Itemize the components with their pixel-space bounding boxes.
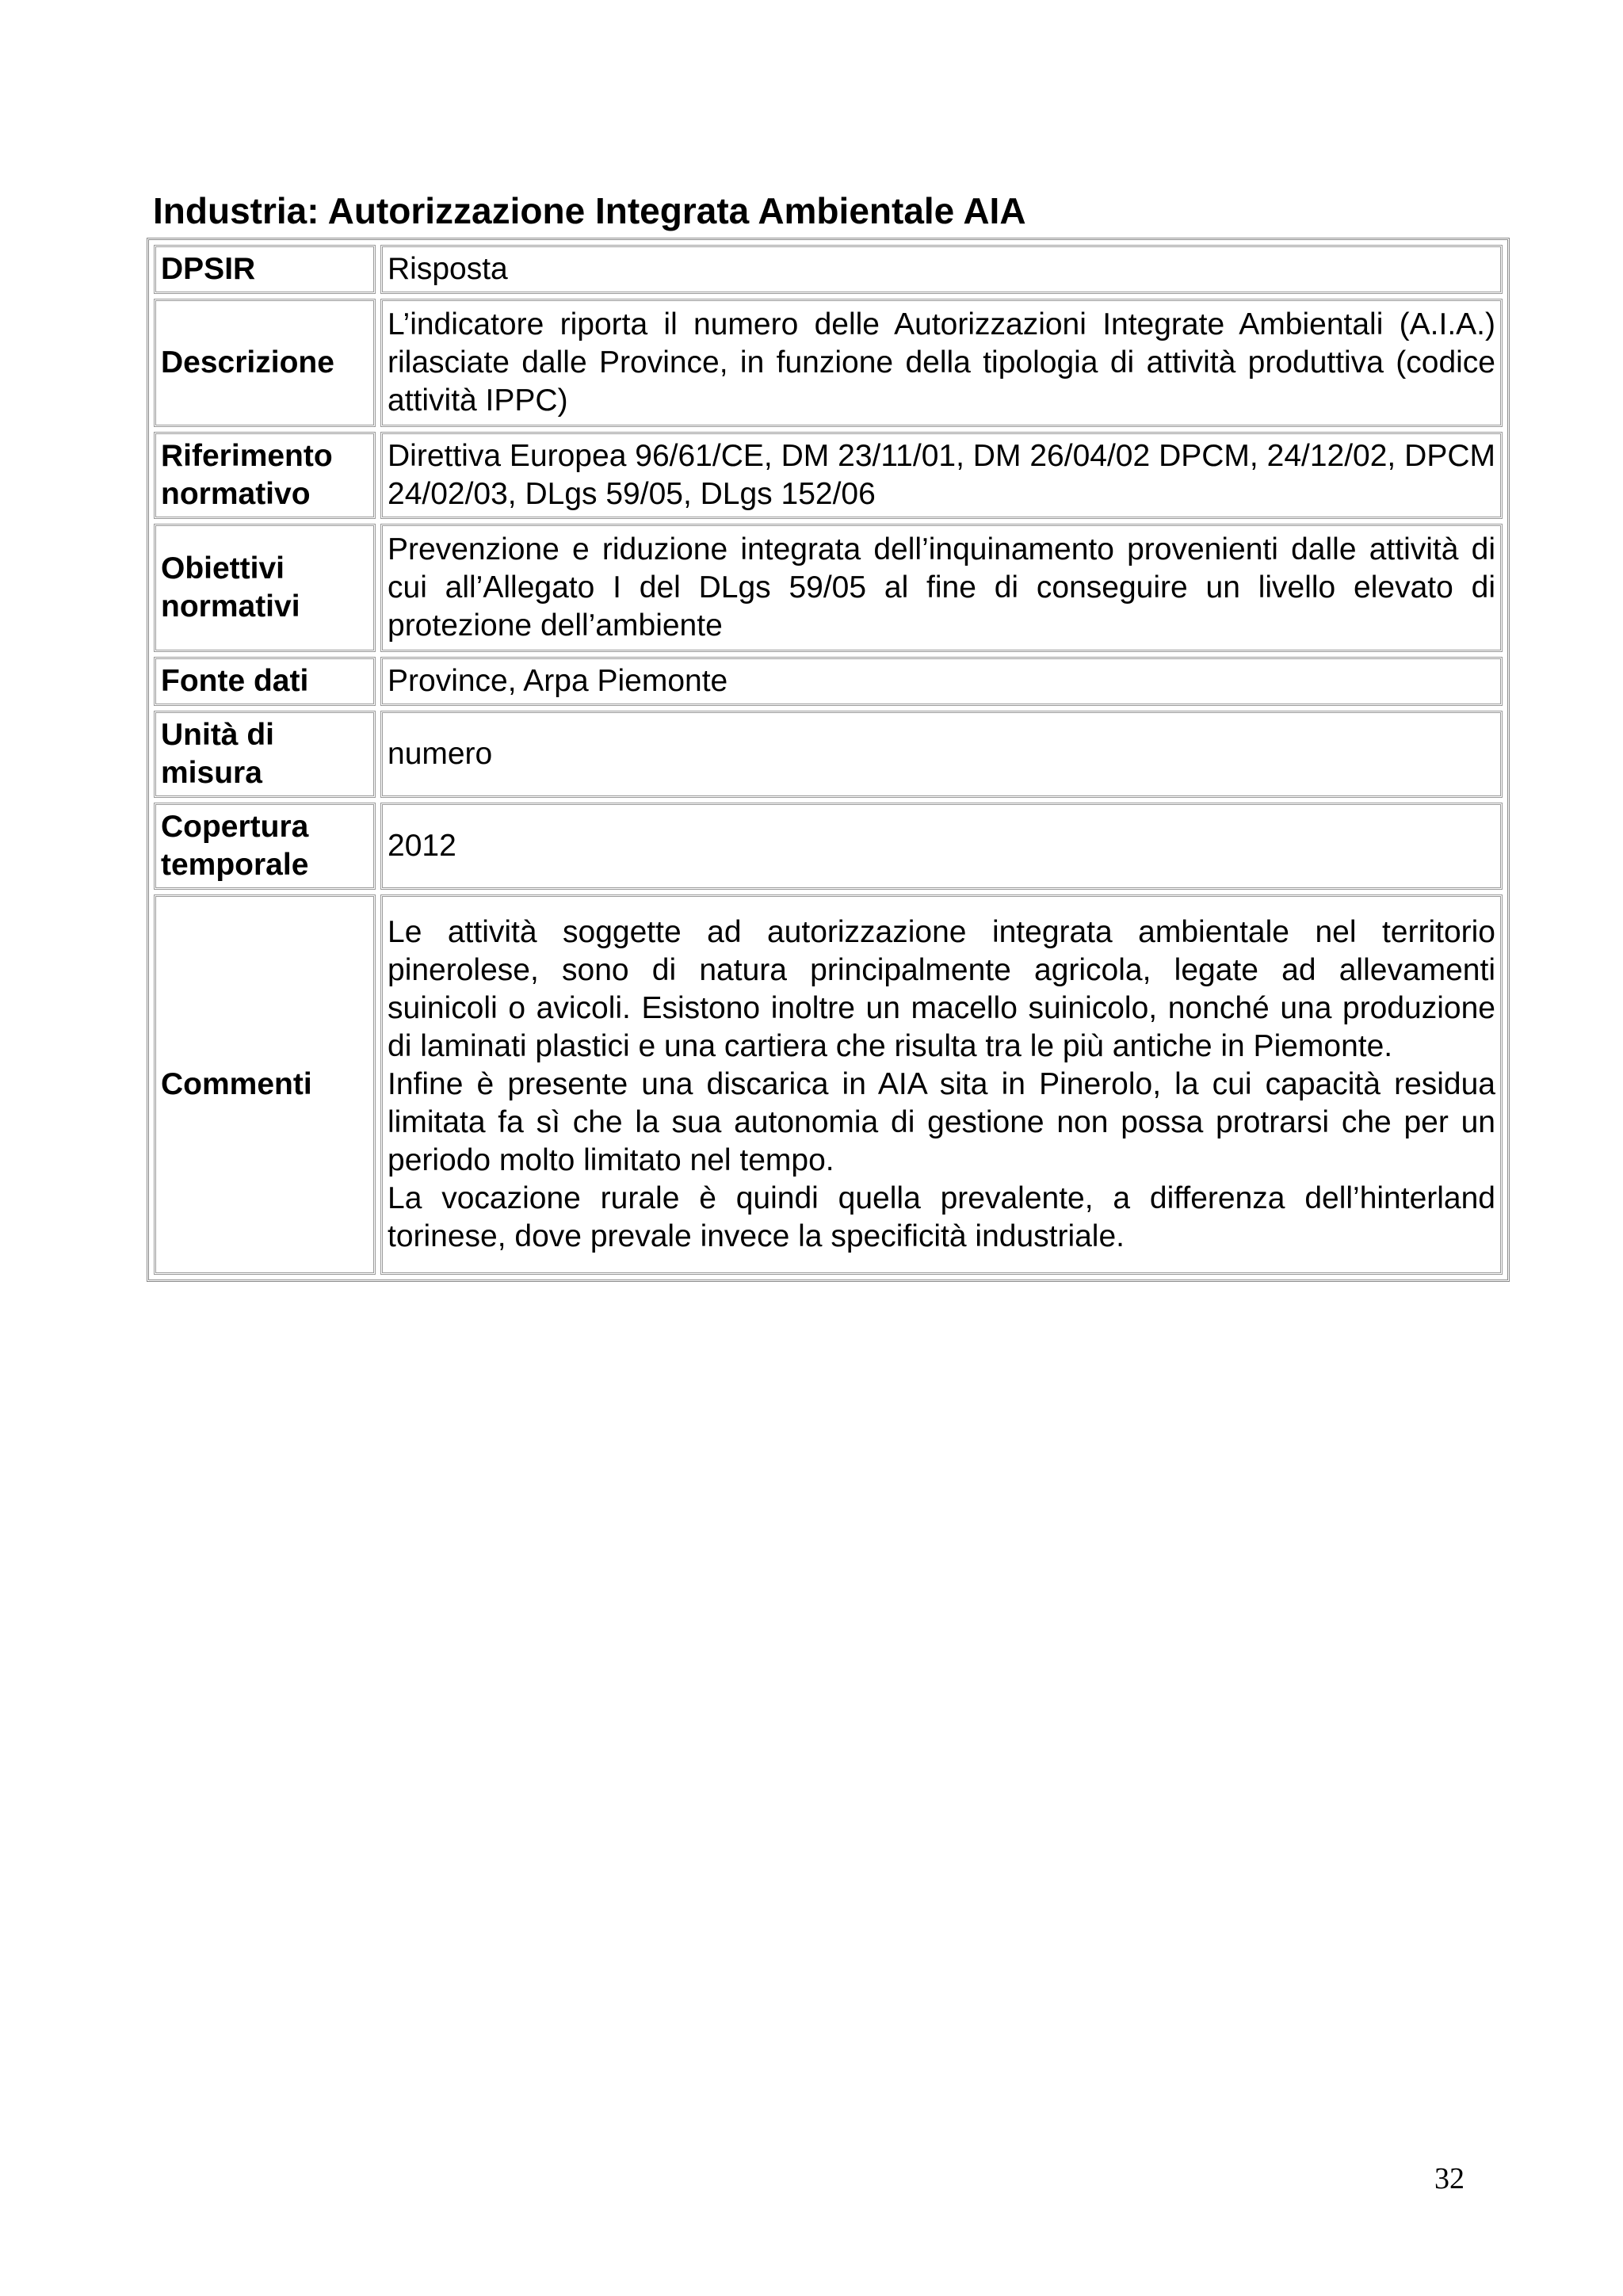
row-label-dpsir: DPSIR <box>154 245 376 294</box>
row-label-commenti: Commenti <box>154 894 376 1275</box>
row-label-descrizione: Descrizione <box>154 299 376 427</box>
row-label-obiettivi-normativi: Obiettivi normativi <box>154 524 376 652</box>
row-value-dpsir: Risposta <box>380 245 1503 294</box>
table-row-fonte-dati <box>154 657 1503 706</box>
table-row-riferimento-normativo <box>154 432 1503 519</box>
table-row-descrizione <box>154 299 1503 427</box>
page-number: 32 <box>1434 2162 1465 2195</box>
row-value-descrizione: L’indicatore riporta il numero delle Autorizzazioni Integrate Ambientali (A.I.A.) rilasciate dalle Province, in funzione della tipologia di attività produttiva (codice attività IPPC) <box>380 299 1503 427</box>
row-label-fonte-dati: Fonte dati <box>154 657 376 706</box>
row-label-unita-di-misura: Unità di misura <box>154 711 376 798</box>
row-value-obiettivi-normativi: Prevenzione e riduzione integrata dell’inquinamento provenienti dalle attività di cui all’Allegato I del DLgs 59/05 al fine di conseguire un livello elevato di protezione dell’ambiente <box>380 524 1503 652</box>
row-value-riferimento-normativo: Direttiva Europea 96/61/CE, DM 23/11/01, DM 26/04/02 DPCM, 24/12/02, DPCM 24/02/03, DLgs 59/05, DLgs 152/06 <box>380 432 1503 519</box>
row-value-copertura-temporale: 2012 <box>380 803 1503 890</box>
row-label-copertura-temporale: Copertura temporale <box>154 803 376 890</box>
table-row-unita-di-misura <box>154 711 1503 798</box>
table-row-dpsir <box>154 245 1503 294</box>
table-row-commenti <box>154 894 1503 1275</box>
row-value-commenti <box>380 894 1503 1275</box>
table-row-obiettivi-normativi <box>154 524 1503 652</box>
row-label-riferimento-normativo: Riferimento normativo <box>154 432 376 519</box>
comment-paragraph: Le attività soggette ad autorizzazione integrata ambientale nel territorio pinerolese, sono di natura principalmente agricola, legate ad allevamenti suinicoli o avicoli. Esistono inoltre un macello suinicolo, nonché una produzione di laminati plastici e una cartiera che risulta tra le più antiche in Piemonte. <box>388 915 1495 1063</box>
table-row-copertura-temporale <box>154 803 1503 890</box>
comment-paragraph: Infine è presente una discarica in AIA sita in Pinerolo, la cui capacità residua limitata fa sì che la sua autonomia di gestione non possa protrarsi che per un periodo molto limitato nel tempo. <box>388 1067 1495 1177</box>
comment-paragraph: La vocazione rurale è quindi quella prevalente, a differenza dell’hinterland torinese, dove prevale invece la specificità industriale. <box>388 1181 1495 1253</box>
row-value-unita-di-misura: numero <box>380 711 1503 798</box>
document-title: Industria: Autorizzazione Integrata Ambientale AIA <box>153 190 1026 231</box>
row-value-fonte-dati: Province, Arpa Piemonte <box>380 657 1503 706</box>
indicator-table <box>147 238 1510 1282</box>
